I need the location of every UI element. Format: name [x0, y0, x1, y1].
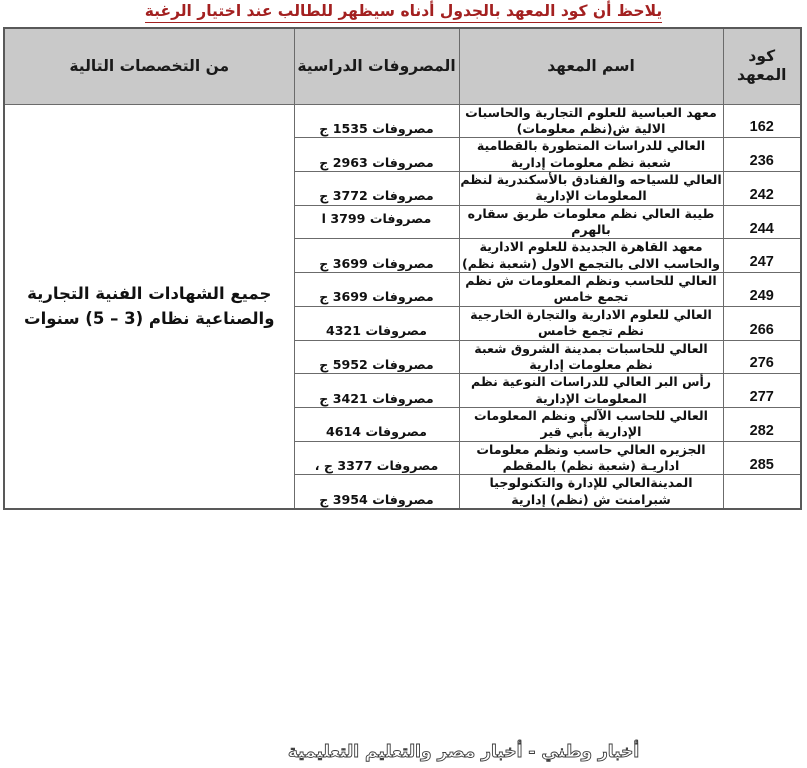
cell-fees: مصروفات 4321	[294, 306, 459, 340]
site-watermark	[0, 742, 807, 766]
cell-code: 236	[723, 138, 801, 172]
cell-fees: مصروفات 3699 ج	[294, 273, 459, 307]
cell-fees: مصروفات 3699 ج	[294, 239, 459, 273]
cell-institute-name: العالي للحاسبات بمدينة الشروق شعبة نظم معلومات إدارية	[459, 340, 723, 374]
cell-institute-name: العالي للعلوم الادارية والتجارة الخارجية نظم تجمع خامس	[459, 306, 723, 340]
cell-code: 242	[723, 171, 801, 205]
cell-code: 282	[723, 407, 801, 441]
col-header-specialization: من التخصصات التالية	[4, 28, 294, 104]
cell-fees: مصروفات 4614	[294, 407, 459, 441]
cell-fees: مصروفات 3377 ج ،	[294, 441, 459, 475]
cell-institute-name: معهد القاهرة الجديدة للعلوم الادارية والحاسب الالى بالتجمع الاول (شعبة نظم)	[459, 239, 723, 273]
cell-institute-name: معهد العباسية للعلوم التجارية والحاسبات الالية ش(نظم معلومات)	[459, 104, 723, 138]
cell-fees: مصروفات 5952 ج	[294, 340, 459, 374]
cell-code: 249	[723, 273, 801, 307]
top-notice	[0, 0, 807, 24]
table-body	[4, 104, 801, 509]
header-row	[4, 28, 801, 104]
cell-code: 266	[723, 306, 801, 340]
cell-institute-name: الجزيره العالي حاسب ونظم معلومات اداريـة (شعبة نظم) بالمقطم	[459, 441, 723, 475]
table-row	[4, 104, 801, 138]
cell-fees: مصروفات 3772 ج	[294, 171, 459, 205]
cell-specialization: جميع الشهادات الفنية التجارية والصناعية نظام (3 – 5) سنوات	[4, 104, 294, 509]
institutes-table	[3, 27, 802, 510]
cell-code: 162	[723, 104, 801, 138]
table-head	[4, 28, 801, 104]
col-header-fees: المصروفات الدراسية	[294, 28, 459, 104]
cell-fees: مصروفات 3799 ا	[294, 205, 459, 239]
cell-fees: مصروفات 3954 ج	[294, 475, 459, 509]
cell-institute-name: المدينةالعالي للإدارة والتكنولوجيا شبرامنت ش (نظم) إدارية	[459, 475, 723, 509]
cell-code: 247	[723, 239, 801, 273]
top-notice-text: يلاحظ أن كود المعهد بالجدول أدناه سيظهر للطالب عند اختيار الرغبة	[145, 0, 662, 23]
cell-institute-name: العالي للحاسب الآلي ونظم المعلومات الإدارية بأبي قير	[459, 407, 723, 441]
cell-code: 285	[723, 441, 801, 475]
cell-code: 276	[723, 340, 801, 374]
watermark-text: أخبار وطني - أخبار مصر والتعليم التعليمية	[287, 742, 640, 762]
cell-code	[723, 475, 801, 509]
cell-fees: مصروفات 2963 ج	[294, 138, 459, 172]
cell-code: 244	[723, 205, 801, 239]
cell-institute-name: طيبة العالي نظم معلومات طريق سقاره بالهرم	[459, 205, 723, 239]
cell-institute-name: رأس البر العالي للدراسات النوعية نظم المعلومات الإدارية	[459, 374, 723, 408]
cell-fees: مصروفات 1535 ج	[294, 104, 459, 138]
col-header-name: اسم المعهد	[459, 28, 723, 104]
cell-institute-name: العالي للسياحه والفنادق بالأسكندرية لنظم المعلومات الإدارية	[460, 171, 722, 204]
cell-institute-name: العالي للدراسات المتطورة بالقطامية شعبة نظم معلومات إدارية	[459, 138, 723, 172]
col-header-code: كود المعهد	[723, 28, 801, 104]
cell-institute-name: العالي للحاسب ونظم المعلومات ش نظم تجمع خامس	[459, 273, 723, 307]
cell-code: 277	[723, 374, 801, 408]
institutes-table-wrapper	[5, 27, 802, 510]
cell-fees: مصروفات 3421 ج	[294, 374, 459, 408]
